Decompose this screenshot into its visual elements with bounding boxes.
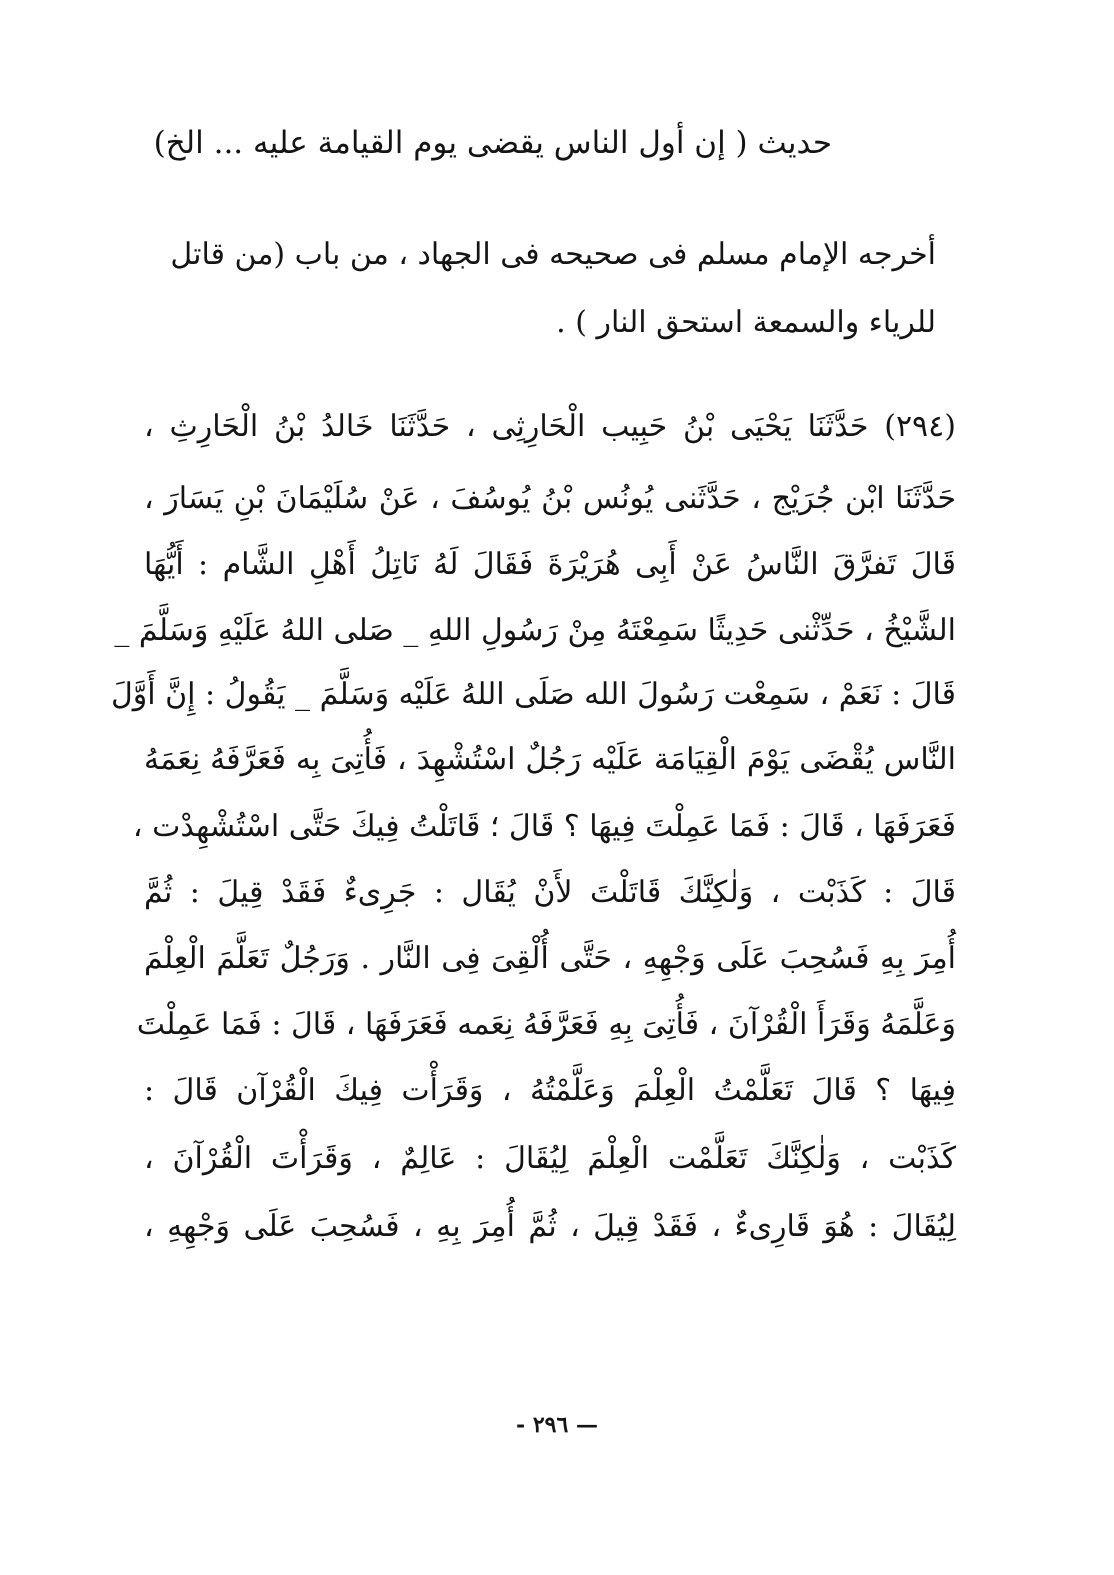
intro-line-1: أخرجه الإمام مسلم فى صحيحه فى الجهاد ، من باب (من قاتل — [170, 237, 936, 272]
chapter-heading: حديث ( إن أول الناس يقضى يوم القيامة عليه ... الخ) — [153, 125, 832, 161]
hadith-line: قَالَ : نَعَمْ ، سَمِعْت رَسُولَ الله صَلَى اللهُ عَلَيْه وَسَلَّمَ _ يَقُولُ : إِنَّ أَوَّلَ — [110, 677, 956, 712]
hadith-line: الشَّيْخُ ، حَدِّثْنى حَدِيثًا سَمِعْتَهُ مِنْ رَسُولِ اللهِ _ صَلى اللهُ عَلَيْهِ وَسَلَّمَ _ — [114, 613, 956, 648]
hadith-line: قَالَ تَفرَّقَ النَّاسُ عَنْ أَبِى هُرَيْرَةَ فَقَالَ لَهُ نَاتِلُ أَهْلِ الشَّام : أَيُّهَا — [144, 547, 956, 582]
hadith-line: كَذَبْت ، وَلٰكِنَّكَ تَعَلَّمْت الْعِلْمَ لِيُقَالَ : عَالِمٌ ، وَقَرَأْتَ الْقُرْآنَ ، — [144, 1141, 956, 1176]
hadith-line: قَالَ : كَذَبْت ، وَلٰكِنَّكَ قَاتَلْتَ لأَنْ يُقَال : جَرِىءٌ فَقَدْ قِيلَ : ثُمَّ — [144, 875, 956, 910]
hadith-line: لِيُقَالَ : هُوَ قَارِىءٌ ، فَقَدْ قِيلَ ، ثُمَّ أُمِرَ بِهِ ، فَسُحِبَ عَلَى وَجْهِهِ ، — [144, 1209, 956, 1244]
hadith-line: وَعَلَّمَهُ وَقَرَأَ الْقُرْآنَ ، فَأُتِىَ بِهِ فَعَرَّفَهُ نِعَمه فَعَرَفَهَا ، قَالَ : فَمَا عَمِلْتَ — [136, 1007, 956, 1042]
page-number: — ٢٩٦ - — [516, 1412, 598, 1438]
intro-line-2: للرياء والسمعة استحق النار ) . — [556, 305, 936, 340]
hadith-line: حَدَّثَنَا ابْن جُرَيْج ، حَدَّثَنى يُونُس بْنُ يُوسُفَ ، عَنْ سُلَيْمَانَ بْنِ يَسَارَ ، — [144, 481, 956, 516]
hadith-line: النَّاس يُقْضَى يَوْمَ الْقِيَامَة عَلَيْه رَجُلٌ اسْتُشْهِدَ ، فَأُتِىَ بِه فَعَرَّفَهُ نِعَمَهُ — [144, 742, 956, 777]
hadith-line: أُمِرَ بِهِ فَسُحِبَ عَلَى وَجْهِهِ ، حَتَّى أُلْقِىَ فِى النَّار . وَرَجُلٌ تَعَلَّمَ الْعِلْمَ — [144, 941, 956, 976]
hadith-line: (٢٩٤) حَدَّثَنَا يَحْيَى بْنُ حَبِيب الْحَارِثِى ، حَدَّثَنَا خَالدُ بْنُ الْحَارِثِ ، — [144, 409, 956, 444]
hadith-line: فَعَرَفَهَا ، قَالَ : فَمَا عَمِلْتَ فِيهَا ؟ قَالَ ؛ قَاتَلْتُ فِيكَ حَتَّى اسْتُشْهِدْت ، — [132, 809, 956, 844]
hadith-line: فِيهَا ؟ قَالَ تَعَلَّمْتُ الْعِلْمَ وَعَلَّمْتُهُ ، وَقَرَأْت فِيكَ الْقُرْآن قَالَ : — [144, 1073, 956, 1108]
